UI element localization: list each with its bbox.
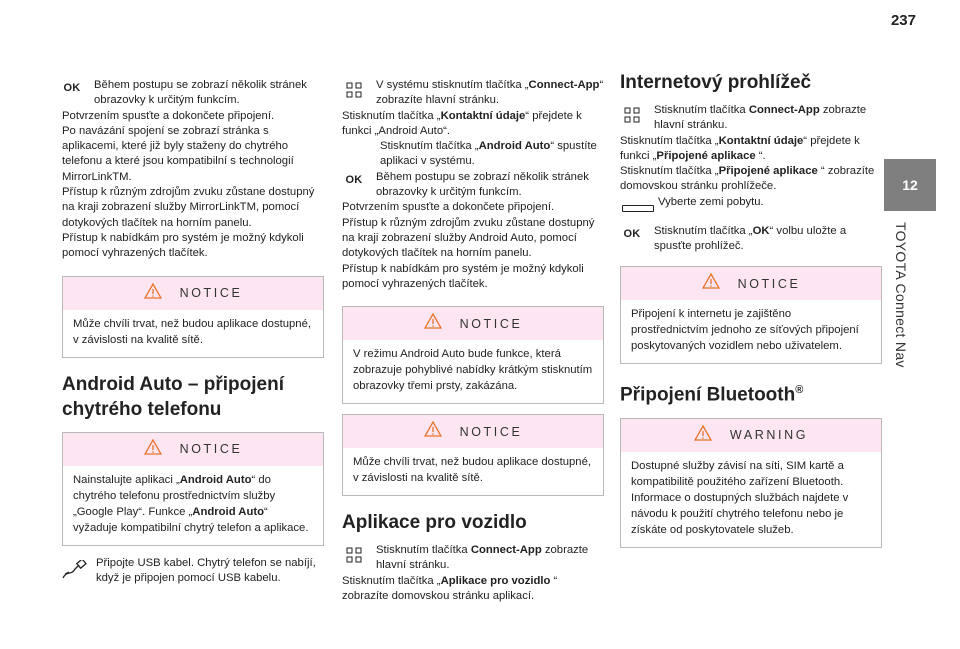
- paragraph: Přístup k nabídkám pro systém je možný kdykoli pomocí vyhrazených tlačítek.: [342, 262, 584, 290]
- ok-step-text: Během postupu se zobrazí několik stránek obrazovky k určitým funkcím.: [94, 79, 307, 107]
- notice-header: [343, 415, 603, 448]
- column-1: [62, 78, 324, 586]
- chapter-tab[interactable]: 12: [884, 159, 936, 211]
- connect-app-step: [620, 103, 882, 134]
- flag-step: [620, 195, 882, 212]
- section-heading: Připojení Bluetooth®: [620, 384, 804, 406]
- step-text: Stisknutím tlačítka Connect-App zobrazte hlavní stránku.: [376, 544, 589, 572]
- connect-app-step: [342, 543, 604, 574]
- paragraph: Potvrzením spusťte a dokončete připojení.: [62, 109, 275, 122]
- paragraph: Stisknutím tlačítka „Android Auto“ spustíte aplikaci v systému.: [380, 140, 597, 168]
- warning-triangle-icon: [424, 421, 442, 442]
- warning-header: [621, 419, 881, 452]
- ok-step: [342, 170, 604, 201]
- notice-box: [620, 266, 882, 364]
- warning-triangle-icon: [702, 273, 720, 294]
- paragraph: Stisknutím tlačítka „Kontaktní údaje“ přejdete k funkci „Připojené aplikace “.: [620, 134, 860, 162]
- usb-cable-icon: [58, 560, 90, 580]
- paragraph: Přístup k různým zdrojům zvuku zůstane dostupný na kraji zobrazení služby MirrorLinkTM, pomocí dotykových tlačítek na horním panelu.: [62, 186, 315, 229]
- warning-text: Dostupné služby závisí na síti, SIM kartě a kompatibilitě použitého zařízení Bluetooth. Informace o dostupných službách najdete v návodu k použití chytrého telefonu nebo je získáte od poskytovatele služeb.: [631, 459, 849, 536]
- step-text: Stisknutím tlačítka Connect-App zobrazte hlavní stránku.: [654, 104, 867, 132]
- notice-title: NOTICE: [179, 442, 243, 457]
- section-heading: Aplikace pro vozidlo: [342, 512, 527, 534]
- notice-text: V režimu Android Auto bude funkce, která zobrazuje pohyblivé nabídky krátkým stisknutím obrazovky třemi prsty, zakázána.: [353, 348, 593, 393]
- notice-text: Může chvíli trvat, než budou aplikace dostupné, v závislosti na kvalitě sítě.: [353, 456, 592, 485]
- flag-icon: [620, 199, 656, 212]
- ok-step-text: Během postupu se zobrazí několik stránek obrazovky k určitým funkcím.: [376, 170, 589, 199]
- connect-app-step: [342, 78, 604, 109]
- usb-step: [62, 556, 324, 587]
- warning-title: WARNING: [729, 428, 809, 443]
- warning-triangle-icon: [694, 425, 712, 446]
- notice-text: Nainstalujte aplikaci „Android Auto“ do chytrého telefonu prostřednictvím služby „Google Play“. Funkce „Android Auto“ vyžaduje kompatibilní chytrý telefon a aplikace.: [73, 473, 309, 534]
- grid-icon: [338, 82, 370, 98]
- warning-box: [620, 418, 882, 548]
- ok-icon: OK: [63, 82, 81, 94]
- section-heading: Android Auto – připojení chytrého telefonu: [62, 373, 284, 420]
- ok-icon: OK: [623, 227, 641, 240]
- ok-icon: OK: [345, 173, 363, 186]
- paragraph: Stisknutím tlačítka „Připojené aplikace “ zobrazíte domovskou stránku prohlížeče.: [620, 165, 875, 193]
- paragraph: Potvrzením spusťte a dokončete připojení.: [342, 201, 555, 214]
- notice-text: Připojení k internetu je zajištěno prostřednictvím jednoho ze síťových připojení poskytovaných vozidlem nebo uživatelem.: [631, 308, 859, 353]
- notice-title: NOTICE: [737, 276, 801, 291]
- ok-step: [62, 78, 324, 109]
- paragraph: Stisknutím tlačítka „Aplikace pro vozidlo “ zobrazíte domovskou stránku aplikací.: [342, 574, 558, 603]
- paragraph: Přístup k různým zdrojům zvuku zůstane dostupný na kraji zobrazení služby Android Auto, pomocí dotykových tlačítek na horním panelu.: [342, 216, 595, 260]
- warning-triangle-icon: [424, 313, 442, 334]
- notice-header: [621, 267, 881, 300]
- paragraph: Po navázání spojení se zobrazí stránka s aplikacemi, které již byly staženy do chytrého telefonu a které jsou kompatibilní s technologií MirrorLinkTM.: [62, 124, 294, 183]
- column-2: [342, 78, 604, 604]
- notice-box: [342, 306, 604, 404]
- notice-title: NOTICE: [179, 286, 243, 301]
- paragraph: Přístup k nabídkám pro systém je možný kdykoli pomocí vyhrazených tlačítek.: [62, 231, 304, 260]
- paragraph: Stisknutím tlačítka „Kontaktní údaje“ přejdete k funkci „Android Auto“.: [342, 109, 582, 137]
- notice-box: [62, 276, 324, 358]
- grid-icon: [616, 107, 648, 123]
- warning-triangle-icon: [144, 283, 162, 304]
- grid-icon: [338, 547, 370, 563]
- notice-header: [343, 307, 603, 340]
- warning-triangle-icon: [144, 439, 162, 460]
- notice-header: [63, 277, 323, 310]
- step-text: V systému stisknutím tlačítka „Connect-App“ zobrazíte hlavní stránku.: [376, 79, 604, 107]
- step-text: Vyberte zemi pobytu.: [658, 195, 764, 208]
- notice-title: NOTICE: [459, 424, 523, 439]
- ok-step: [620, 224, 882, 255]
- notice-box: [342, 414, 604, 496]
- notice-header: [63, 433, 323, 466]
- section-heading: Internetový prohlížeč: [620, 72, 812, 93]
- notice-title: NOTICE: [459, 316, 523, 331]
- notice-text: Může chvíli trvat, než budou aplikace dostupné, v závislosti na kvalitě sítě.: [73, 317, 312, 346]
- page-number: 237: [890, 12, 916, 29]
- usb-step-text: Připojte USB kabel. Chytrý telefon se nabíjí, když je připojen pomocí USB kabelu.: [96, 556, 316, 584]
- ok-step-text: Stisknutím tlačítka „OK“ volbu uložte a spusťte prohlížeč.: [654, 224, 847, 253]
- column-3: [620, 70, 882, 558]
- chapter-label: TOYOTA Connect Nav: [893, 222, 909, 368]
- notice-box: [62, 432, 324, 546]
